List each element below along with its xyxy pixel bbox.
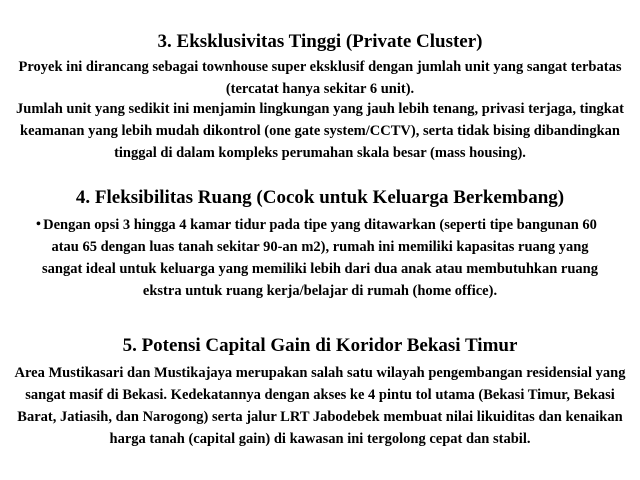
section-4-heading: 4. Fleksibilitas Ruang (Cocok untuk Keluarga Berkembang) [75,187,565,208]
section-5-heading: 5. Potensi Capital Gain di Koridor Bekasi Timur [122,335,518,356]
bullet-marker: • [36,217,41,232]
section-3-paragraph-2: Jumlah unit yang sedikit ini menjamin lingkungan yang jauh lebih tenang, privasi terjaga, tingkat keamanan yang lebih mudah dikontrol (one gate system/CCTV), serta tidak bising dibandingkan tinggal di dalam kompleks perumahan skala besar (mass housing). [16,101,624,161]
section-3-heading: 3. Eksklusivitas Tinggi (Private Cluster) [157,31,483,52]
section-5-paragraph: Area Mustikasari dan Mustikajaya merupakan salah satu wilayah pengembangan residensial yang sangat masif di Bekasi. Kedekatannya dengan akses ke 4 pintu tol utama (Bekasi Timur, Bekasi Barat, Jatiasih, dan Narogong) serta jalur LRT Jabodebek membuat nilai likuiditas dan kenaikan harga tanah (capital gain) di kawasan ini tergolong cepat dan stabil. [14,365,626,447]
section-4-bullet-text: Dengan opsi 3 hingga 4 kamar tidur pada tipe yang ditawarkan (seperti tipe bangunan 60 atau 65 dengan luas tanah sekitar 90-an m2), rumah ini memiliki kapasitas ruang yang sangat ideal untuk keluarga yang memiliki lebih dari dua anak atau membutuhkan ruang ekstra untuk ruang kerja/belajar di rumah (home office). [42,217,598,299]
section-3-paragraph-1: Proyek ini dirancang sebagai townhouse super eksklusif dengan jumlah unit yang sangat terbatas (tercatat hanya sekitar 6 unit). [18,59,622,97]
